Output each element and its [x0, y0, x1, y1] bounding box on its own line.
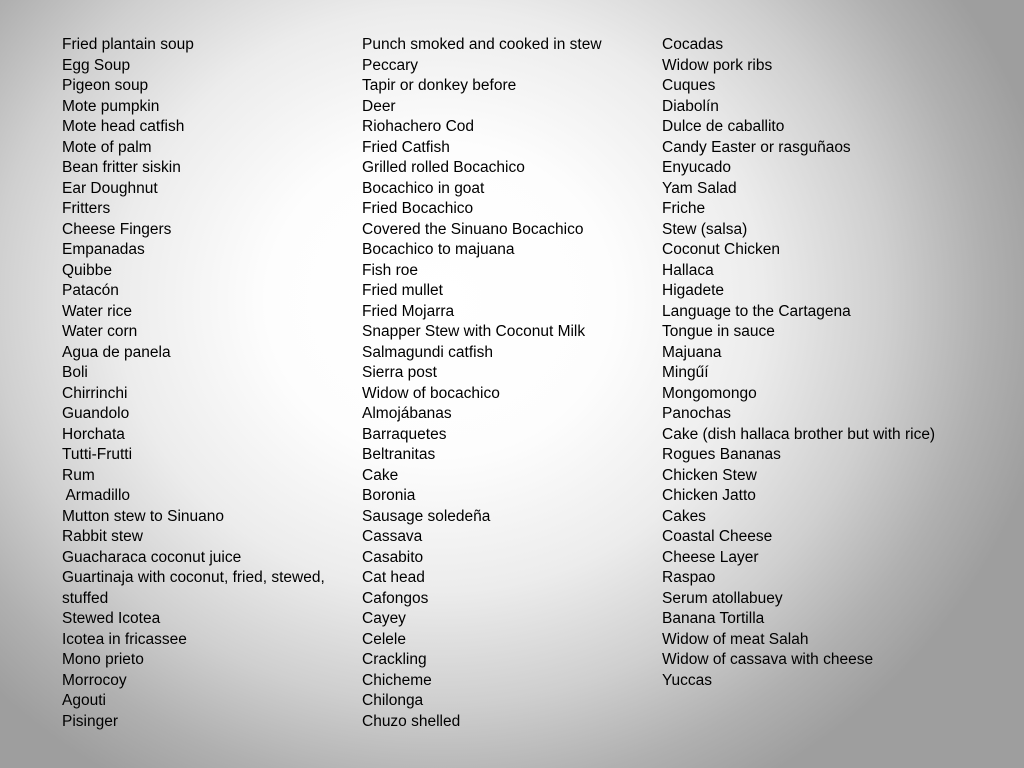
- food-list-item: Almojábanas: [362, 405, 452, 422]
- food-list-item: Fried Bocachico: [362, 200, 474, 217]
- food-list-item: Tutti-Frutti: [62, 446, 133, 463]
- food-list-item: Dulce de caballito: [662, 118, 785, 135]
- food-list-item: Mote pumpkin: [62, 97, 160, 115]
- food-list-item: Coconut Chicken: [662, 241, 781, 258]
- food-list-item: Guandolo: [62, 405, 130, 422]
- food-list-item: Sausage soledeña: [362, 507, 491, 525]
- food-list-item: Snapper Stew with Coconut Milk: [362, 323, 586, 340]
- food-list-item: Water rice: [62, 302, 133, 320]
- food-list-item: Chuzo shelled: [362, 712, 461, 730]
- food-list-item: Empanadas: [62, 241, 145, 258]
- food-list-item: stuffed: [62, 589, 109, 607]
- food-list-item: Candy Easter or rasguñaos: [662, 138, 851, 156]
- food-list-item: Chilonga: [362, 692, 424, 709]
- food-list-item: Cayey: [362, 610, 406, 627]
- food-list-item: Agua de panela: [62, 343, 171, 361]
- food-list-item: Patacón: [62, 282, 119, 299]
- food-list-item: Majuana: [662, 343, 722, 361]
- food-list-item: Horchata: [62, 425, 125, 443]
- food-list-item: Beltranitas: [362, 446, 436, 463]
- food-list-item: Guartinaja with coconut, fried, stewed,: [62, 569, 325, 586]
- food-list-item: Cafongos: [362, 589, 429, 607]
- food-list-item: Celele: [362, 630, 406, 648]
- food-list-item: Higadete: [662, 282, 725, 299]
- food-list-item: Ear Doughnut: [62, 179, 158, 197]
- food-list-item: Cake: [362, 466, 399, 484]
- food-list-item: Chicken Stew: [662, 466, 757, 484]
- food-list-item: Banana Tortilla: [662, 610, 765, 627]
- food-list-item: Agouti: [62, 692, 106, 709]
- food-list-item: Mono prieto: [62, 651, 144, 668]
- food-list-item: Mote of palm: [62, 138, 152, 156]
- food-list-item: Yam Salad: [662, 179, 737, 197]
- food-list-item: Enyucado: [662, 159, 731, 176]
- food-list-item: Fish roe: [362, 261, 418, 279]
- food-list-item: Cheese Layer: [662, 548, 759, 566]
- food-list-item: Widow of meat Salah: [662, 630, 809, 648]
- food-list-item: Tapir or donkey before: [362, 77, 517, 94]
- food-list-item: Chicken Jatto: [662, 487, 756, 504]
- food-list-item: Rabbit stew: [62, 528, 143, 545]
- food-list-item: Rum: [62, 466, 95, 484]
- food-list-item: Barraquetes: [362, 425, 447, 443]
- food-list-item: Sierra post: [362, 364, 437, 381]
- food-list-item: Fried mullet: [362, 282, 443, 299]
- food-list-item: Widow of bocachico: [362, 384, 500, 402]
- food-list-item: Diabolín: [662, 97, 719, 115]
- food-list-column-1: [62, 35, 358, 732]
- food-list-item: Water corn: [62, 323, 138, 340]
- food-list-item: Deer: [362, 97, 396, 115]
- food-list-item: Fritters: [62, 200, 111, 217]
- food-list-item: Cuques: [662, 77, 716, 94]
- food-list-item: Cocadas: [662, 36, 724, 53]
- food-list-item: Bocachico to majuana: [362, 241, 515, 258]
- food-list-item: Covered the Sinuano Bocachico: [362, 220, 584, 238]
- food-list-item: Boronia: [362, 487, 416, 504]
- food-list-item: Fried Catfish: [362, 138, 450, 156]
- food-list-item: Punch smoked and cooked in stew: [362, 36, 602, 53]
- food-list-item: Mutton stew to Sinuano: [62, 507, 224, 525]
- food-list-column-2: [362, 35, 658, 732]
- food-list-item: Cheese Fingers: [62, 220, 172, 238]
- food-list-item: Cake (dish hallaca brother but with rice): [662, 425, 936, 443]
- food-list-item: Widow of cassava with cheese: [662, 651, 874, 668]
- food-list-item: Bean fritter siskin: [62, 159, 181, 176]
- food-list-item: Casabito: [362, 548, 424, 566]
- food-list-item: Egg Soup: [62, 56, 131, 74]
- food-list-item: Stew (salsa): [662, 220, 748, 238]
- food-list-item: Guacharaca coconut juice: [62, 548, 242, 566]
- food-list-item: Armadillo: [62, 487, 131, 504]
- food-list-item: Hallaca: [662, 261, 714, 279]
- food-list-item: Morrocoy: [62, 671, 127, 689]
- food-list-item: Boli: [62, 364, 88, 381]
- food-list-item: Tongue in sauce: [662, 323, 775, 340]
- food-list-item: Fried Mojarra: [362, 302, 455, 320]
- food-list-item: Mingűí: [662, 364, 709, 381]
- food-list-column-3: [662, 35, 1002, 691]
- food-list-item: Crackling: [362, 651, 427, 668]
- food-list-item: Raspao: [662, 569, 716, 586]
- food-list-item: Chirrinchi: [62, 384, 128, 402]
- food-list-item: Riohachero Cod: [362, 118, 475, 135]
- food-list-item: Panochas: [662, 405, 731, 422]
- food-list-item: Widow pork ribs: [662, 56, 773, 74]
- food-list-item: Icotea in fricassee: [62, 630, 187, 648]
- food-list-item: Pigeon soup: [62, 77, 149, 94]
- food-list-item: Cassava: [362, 528, 423, 545]
- food-list-item: Fried plantain soup: [62, 36, 194, 53]
- food-list-item: Mongomongo: [662, 384, 757, 402]
- food-list-item: Coastal Cheese: [662, 528, 773, 545]
- food-list-item: Quibbe: [62, 261, 112, 279]
- food-list-item: Peccary: [362, 56, 418, 74]
- food-list-item: Cakes: [662, 507, 706, 525]
- food-list-item: Stewed Icotea: [62, 610, 161, 627]
- food-list-item: Grilled rolled Bocachico: [362, 159, 525, 176]
- food-list-item: Friche: [662, 200, 706, 217]
- food-list-item: Mote head catfish: [62, 118, 185, 135]
- food-list-item: Chicheme: [362, 671, 432, 689]
- food-list-item: Bocachico in goat: [362, 179, 485, 197]
- food-list-item: Pisinger: [62, 712, 118, 730]
- food-list-item: Language to the Cartagena: [662, 302, 851, 320]
- food-list-item: Salmagundi catfish: [362, 343, 493, 361]
- food-list-item: Rogues Bananas: [662, 446, 781, 463]
- food-list-item: Cat head: [362, 569, 425, 586]
- food-list-item: Serum atollabuey: [662, 589, 783, 607]
- food-list-item: Yuccas: [662, 671, 712, 689]
